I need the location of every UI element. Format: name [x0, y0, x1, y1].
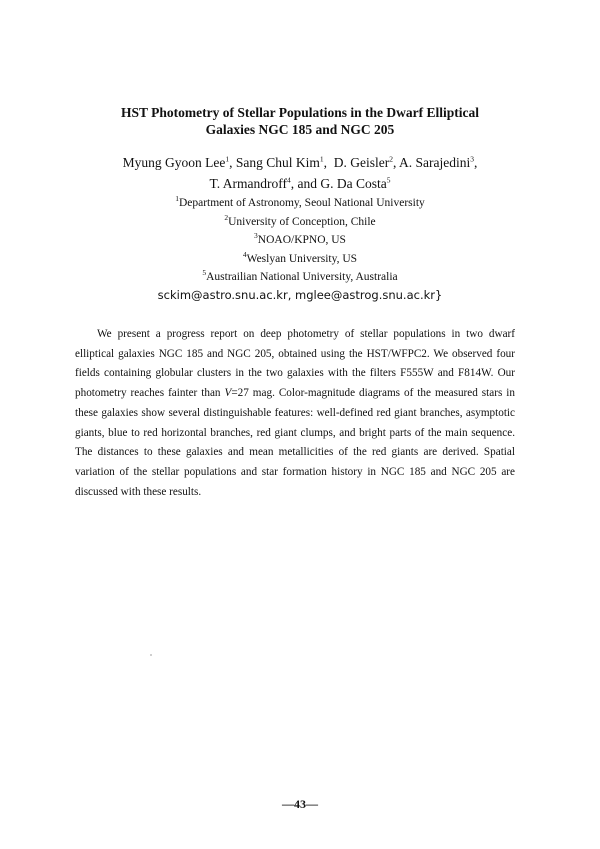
affiliation-text: Weslyan University, US — [246, 252, 358, 265]
affiliation-number: 1 — [175, 194, 179, 204]
author-name: A. Sarajedini — [399, 155, 471, 170]
affiliation-item — [60, 250, 540, 269]
author-affiliation-mark: 1 — [319, 154, 324, 164]
affiliation-text: Department of Astronomy, Seoul National University — [178, 197, 425, 209]
author-name: G. Da Costa — [320, 176, 387, 191]
abstract-variable-v: V — [224, 387, 232, 400]
scan-speck — [150, 654, 152, 656]
affiliation-item — [60, 231, 540, 250]
author-name: Sang Chul Kim — [235, 155, 320, 170]
affiliation-number: 2 — [224, 212, 229, 222]
author-name: D. Geisler — [333, 155, 390, 170]
author-name: Myung Gyoon Lee — [122, 155, 226, 170]
abstract-paragraph — [75, 325, 515, 502]
author-line-2 — [60, 173, 540, 194]
affiliation-number: 4 — [242, 249, 247, 259]
affiliation-item — [60, 194, 540, 213]
author-separator: , and — [290, 176, 321, 191]
author-separator: , — [473, 155, 478, 170]
affiliation-item — [60, 213, 540, 232]
author-affiliation-mark: 2 — [389, 154, 393, 164]
affiliation-text: NOAO/KPNO, US — [257, 234, 346, 246]
paper-title — [60, 104, 540, 138]
author-name: T. Armandroff — [209, 176, 287, 191]
contact-email: sckim@astro.snu.ac.kr, mglee@astrog.snu.ac.kr} — [157, 288, 443, 302]
author-separator: , — [323, 155, 334, 170]
abstract-text-part-2: =27 mag. Color-magnitude diagrams of the measured stars in these galaxies show several distinguishable features: well-defined red giant branches, asymptotic giants, blue to red horizontal branches, red giant clumps, and bright parts of the main sequence. The distances to these galaxies and mean metallicities of the red giants are derived. Spatial variation of the stellar populations and star formation history in NGC 185 and NGC 205 are discussed with these results. — [75, 387, 515, 498]
affiliation-number: 3 — [254, 231, 258, 241]
author-separator: , — [392, 155, 399, 170]
affiliation-text: Austrailian National University, Australia — [206, 271, 398, 283]
author-affiliation-mark: 1 — [225, 154, 230, 164]
affiliation-number: 5 — [202, 268, 207, 278]
author-separator: , — [229, 155, 236, 170]
affiliation-list — [60, 194, 540, 287]
author-affiliation-mark: 5 — [386, 175, 391, 185]
author-line-1 — [60, 152, 540, 173]
abstract-text-part-1: We present a progress report on deep photometry of stellar populations in two dwarf elliptical galaxies NGC 185 and NGC 205, obtained using the HST/WFPC2. We observed four fields containing globular clusters in the two galaxies with the filters F555W and F814W. Our photometry reaches fainter than — [75, 328, 515, 400]
affiliation-item — [60, 268, 540, 287]
title-line-1: HST Photometry of Stellar Populations in the Dwarf Elliptical — [120, 105, 479, 120]
title-line-2: Galaxies NGC 185 and NGC 205 — [205, 122, 395, 137]
author-affiliation-mark: 3 — [470, 154, 474, 164]
page-number: —43— — [282, 797, 318, 811]
author-list — [60, 152, 540, 194]
affiliation-text: University of Conception, Chile — [228, 215, 376, 228]
author-affiliation-mark: 4 — [286, 175, 291, 185]
